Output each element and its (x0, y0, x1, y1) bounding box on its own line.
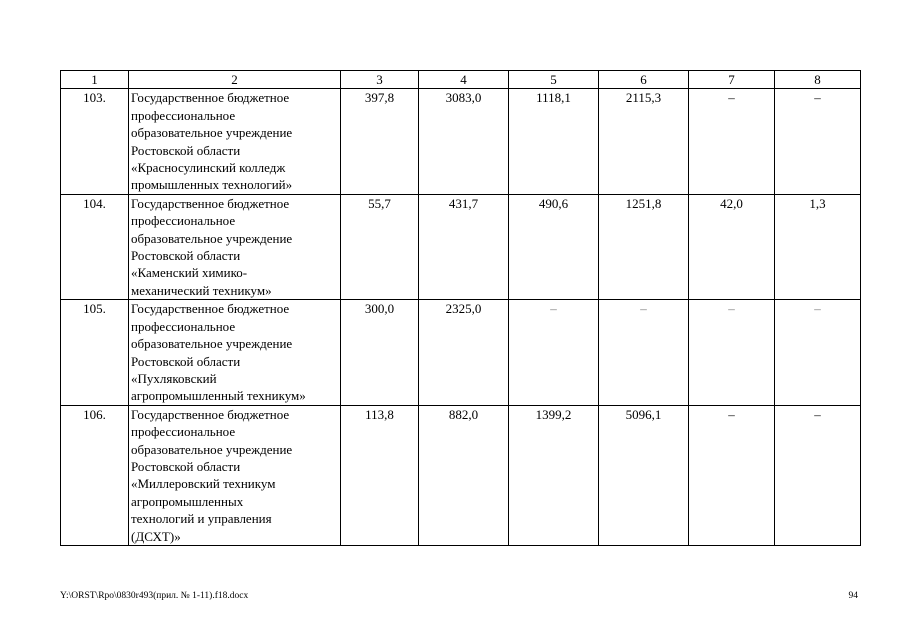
institution-name-line: Государственное бюджетное (131, 90, 290, 106)
institution-name-line: агропромышленный техникум» (131, 388, 306, 404)
institution-name-line: «Красносулинский колледж (131, 160, 286, 176)
table-row (61, 300, 861, 405)
column-header: 5 (509, 71, 599, 89)
value-cell: 1,3 (775, 194, 861, 299)
value-cell: 42,0 (689, 194, 775, 299)
value-cell: 431,7 (419, 194, 509, 299)
empty-value-cell: – (775, 89, 861, 194)
institution-name (129, 89, 341, 194)
value-cell: 2325,0 (419, 300, 509, 405)
institution-name-line: Ростовской области (131, 142, 241, 158)
value-cell: 300,0 (341, 300, 419, 405)
institution-name-line: профессиональное (131, 424, 236, 440)
institution-name-line: (ДСХТ)» (131, 528, 181, 544)
value-cell: 490,6 (509, 194, 599, 299)
institution-name-line: образовательное учреждение (131, 441, 293, 457)
institution-name-line: Ростовской области (131, 248, 241, 264)
column-header: 2 (129, 71, 341, 89)
institution-name (129, 405, 341, 545)
institution-name-line: «Каменский химико- (131, 265, 248, 281)
empty-value-cell: – (689, 405, 775, 545)
column-header: 8 (775, 71, 861, 89)
empty-value-cell: – (599, 300, 689, 405)
empty-value-cell: – (775, 300, 861, 405)
empty-value-cell: – (689, 89, 775, 194)
empty-value-cell: – (689, 300, 775, 405)
institution-name-line: профессиональное (131, 213, 236, 229)
institution-name-line: «Миллеровский техникум (131, 476, 276, 492)
column-header: 4 (419, 71, 509, 89)
institution-name-line: Ростовской области (131, 458, 241, 474)
institution-name-line: образовательное учреждение (131, 125, 293, 141)
value-cell: 113,8 (341, 405, 419, 545)
institution-name-line: технологий и управления (131, 511, 272, 527)
table-body (61, 71, 861, 546)
header-row (61, 71, 861, 89)
budget-table (60, 70, 861, 546)
table-row (61, 405, 861, 545)
value-cell: 882,0 (419, 405, 509, 545)
column-header: 3 (341, 71, 419, 89)
value-cell: 5096,1 (599, 405, 689, 545)
institution-name-line: профессиональное (131, 107, 236, 123)
empty-value-cell: – (775, 405, 861, 545)
value-cell: 2115,3 (599, 89, 689, 194)
institution-name-line: профессиональное (131, 318, 236, 334)
page-number: 94 (848, 591, 858, 601)
empty-value-cell: – (509, 300, 599, 405)
row-number: 104. (61, 194, 129, 299)
value-cell: 397,8 (341, 89, 419, 194)
institution-name-line: Государственное бюджетное (131, 406, 290, 422)
institution-name-line: агропромышленных (131, 493, 244, 509)
column-header: 7 (689, 71, 775, 89)
institution-name-line: «Пухляковский (131, 370, 217, 386)
row-number: 106. (61, 405, 129, 545)
institution-name-line: промышленных технологий» (131, 177, 293, 193)
institution-name-line: механический техникум» (131, 282, 272, 298)
column-header: 1 (61, 71, 129, 89)
value-cell: 1251,8 (599, 194, 689, 299)
institution-name-line: Государственное бюджетное (131, 195, 290, 211)
institution-name-line: образовательное учреждение (131, 336, 293, 352)
row-number: 105. (61, 300, 129, 405)
column-header: 6 (599, 71, 689, 89)
institution-name-line: Государственное бюджетное (131, 301, 290, 317)
table-row (61, 194, 861, 299)
value-cell: 55,7 (341, 194, 419, 299)
institution-name-line: образовательное учреждение (131, 230, 293, 246)
institution-name (129, 300, 341, 405)
institution-name-line: Ростовской области (131, 353, 241, 369)
value-cell: 1399,2 (509, 405, 599, 545)
value-cell: 3083,0 (419, 89, 509, 194)
row-number: 103. (61, 89, 129, 194)
value-cell: 1118,1 (509, 89, 599, 194)
institution-name (129, 194, 341, 299)
footer-file-path: Y:\ORST\Rpo\0830r493(прил. № 1-11).f18.docx (60, 591, 249, 601)
table-row (61, 89, 861, 194)
